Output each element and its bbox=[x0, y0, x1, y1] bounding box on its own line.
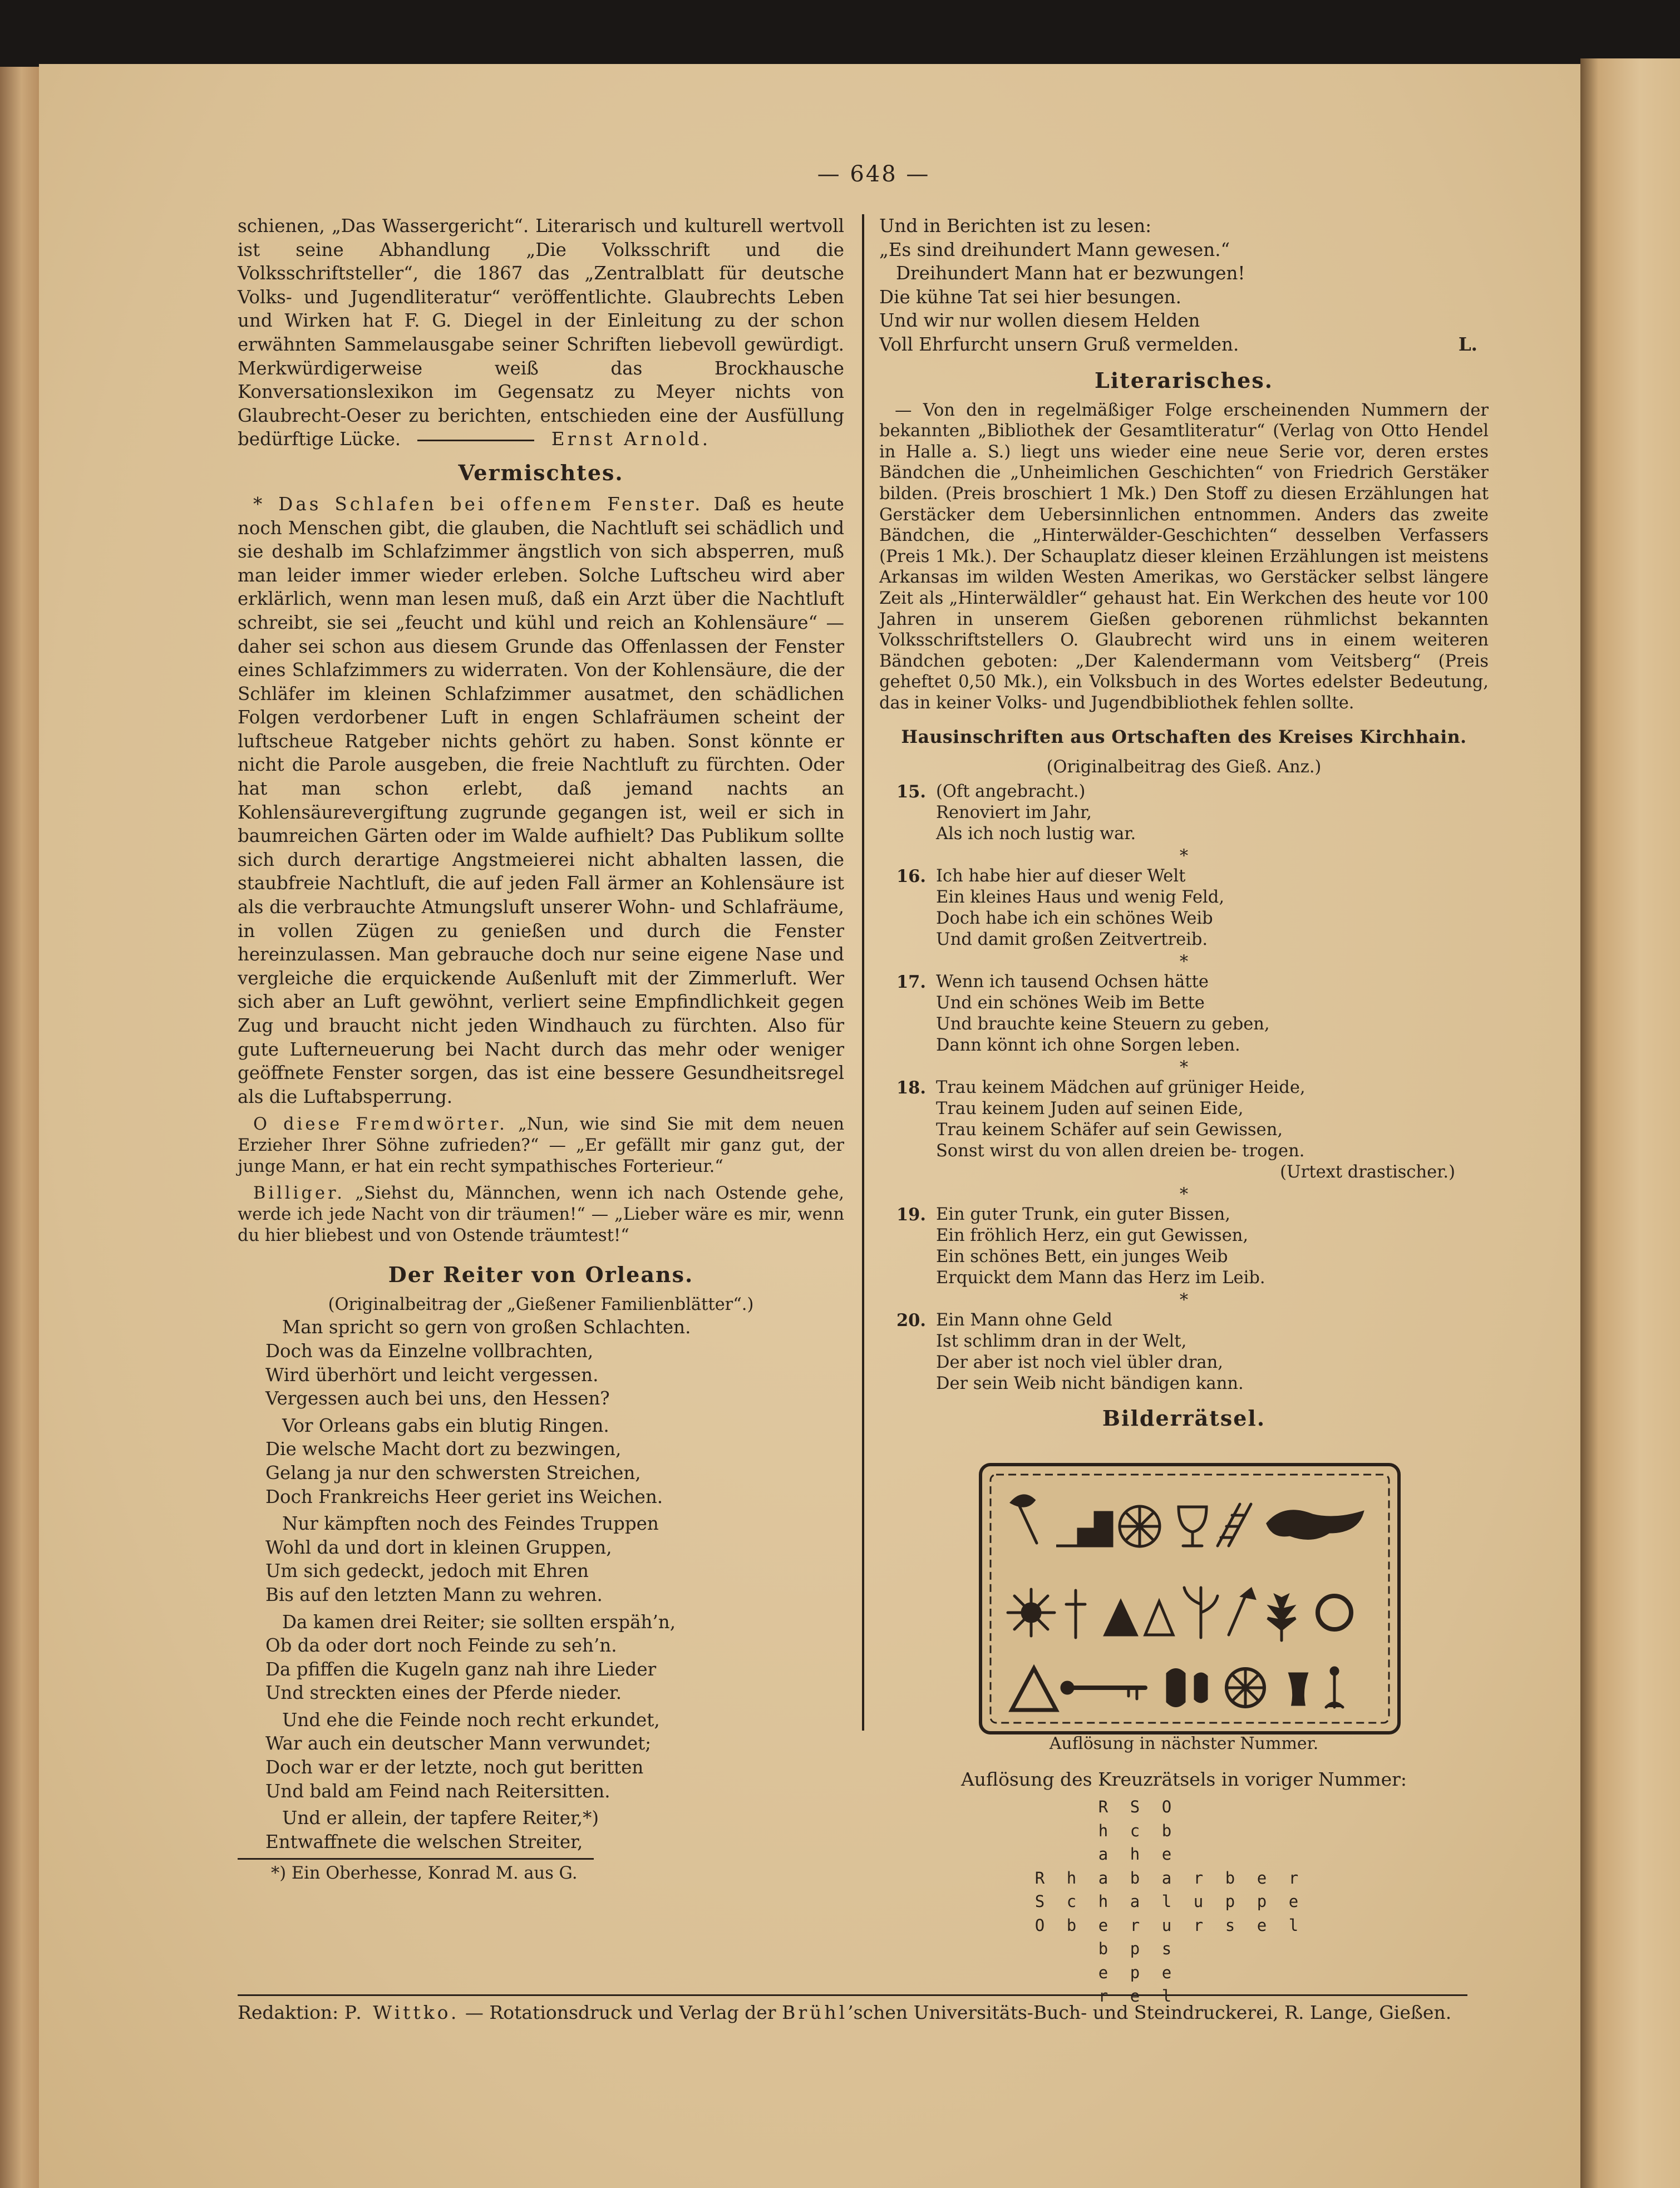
poem-line: Entwaffnete die welschen Streiter, bbox=[265, 1831, 583, 1852]
inscription-number: 17. bbox=[896, 972, 926, 993]
column-rule bbox=[862, 214, 864, 1731]
inscription-line: Erquickt dem Mann das Herz im Leib. bbox=[936, 1268, 1265, 1288]
poem-line: Vergessen auch bei uns, den Hessen? bbox=[265, 1388, 610, 1410]
reiter-heading: Der Reiter von Orleans. bbox=[388, 1262, 694, 1288]
crossword-letter: S bbox=[1034, 1892, 1045, 1911]
poem-line: Doch Frankreichs Heer geriet ins Weichen. bbox=[265, 1486, 663, 1507]
inscription-number: 15. bbox=[896, 782, 926, 802]
crossword-letter: r bbox=[1193, 1915, 1204, 1935]
crossword-letter: a bbox=[1161, 1868, 1172, 1888]
crossword-letter: l bbox=[1288, 1915, 1299, 1935]
crossword-letter: h bbox=[1130, 1845, 1140, 1864]
footnote-rule bbox=[238, 1858, 594, 1860]
wheel-icon bbox=[1120, 1506, 1160, 1546]
crossword-letter: e bbox=[1257, 1868, 1267, 1888]
inscription-line: Ein Mann ohne Geld bbox=[936, 1310, 1112, 1330]
poem-line: Die kühne Tat sei hier besungen. bbox=[879, 286, 1181, 308]
inscription-line: Ist schlimm dran in der Welt, bbox=[936, 1332, 1187, 1352]
crossword-letter: p bbox=[1130, 1963, 1140, 1982]
inscription-line: Ein guter Trunk, ein guter Bissen, bbox=[936, 1205, 1230, 1225]
inscription-item bbox=[879, 1077, 1489, 1183]
crossword-letter: O bbox=[1161, 1797, 1172, 1816]
bilderraetsel-heading: Bilderrätsel. bbox=[1102, 1406, 1266, 1431]
inscription-item bbox=[879, 1310, 1489, 1394]
crossword-letter: s bbox=[1225, 1915, 1235, 1935]
fremd-title: O diese Fremdwörter. bbox=[253, 1115, 508, 1135]
crossword-letter: e bbox=[1257, 1915, 1267, 1935]
inscription-line: Ein kleines Haus und wenig Feld, bbox=[936, 888, 1225, 908]
crossword-letter: S bbox=[1130, 1797, 1140, 1816]
sun-icon bbox=[1008, 1589, 1055, 1636]
inscription-line: Doch habe ich ein schönes Weib bbox=[936, 909, 1213, 929]
inscription-line: Dann könnt ich ohne Sorgen leben. bbox=[936, 1036, 1240, 1056]
separator-star: * bbox=[1179, 1058, 1189, 1078]
crossword-letter: r bbox=[1098, 1987, 1108, 2005]
fremd-text: „Nun, wie sind Sie mit dem neuen Erzieher Ihrer Söhne zufrieden?“ — „Er gefällt mir ganz gut, der junge Mann, er hat ein recht sympathisches Forterieur.“ bbox=[238, 1115, 844, 1177]
crossword-letter: p bbox=[1225, 1892, 1235, 1911]
schlafen-article bbox=[238, 492, 844, 1108]
inscription-item bbox=[879, 972, 1489, 1056]
imprint bbox=[238, 1994, 1467, 2023]
crossword-letter: l bbox=[1161, 1987, 1172, 2005]
crossword-letter: e bbox=[1130, 1987, 1140, 2005]
poem-line: Doch was da Einzelne vollbrachten, bbox=[265, 1340, 594, 1362]
hausinschriften-source: (Originalbeitrag des Gieß. Anz.) bbox=[1046, 757, 1322, 777]
hausinschriften-heading: Hausinschriften aus Ortschaften des Kreises Kirchhain. bbox=[901, 727, 1467, 748]
poem-stanza bbox=[265, 1610, 844, 1705]
horn-icon bbox=[1290, 1674, 1307, 1704]
inscription-item bbox=[879, 1204, 1489, 1289]
literarisches-text: — Von den in regelmäßiger Folge erscheinenden Nummern der bekannten „Bibliothek der Gesamtliteratur“ (Verlag von Otto Hendel in Halle a. S.) liegt uns wieder eine neue Serie vor, deren erstes Bändchen die „Unheimlichen Geschichten“ von Friedrich Gerstäker bilden. (Preis broschiert 1 Mk.) Den Stoff zu diesen Erzählungen hat Gerstäcker dem Uebersinnlichen entnommen. Anders das zweite Bändchen, die „Hinterwälder-Geschichten“ desselben Verfassers (Preis 1 Mk.). Der Schauplatz dieser kleinen Erzählungen ist meistens Arkansas im wilden Westen Amerikas, wo Gerstäcker selbst längere Zeit als „Hinterwäldler“ gehaust hat. Ein Werkchen des heute vor 100 Jahren in unserem Gießen geborenen rühmlichst bekannten Volksschriftstellers O. Glaubrecht wird uns in einem weiteren Bändchen geboten: „Der Kalendermann vom Veitsberg“ (Preis geheftet 0,50 Mk.), ein Volksbuch in des Wortes edelster Bedeutung, das in keiner Volks- und Jugendbibliothek fehlen sollte. bbox=[879, 400, 1489, 713]
puzzle-caption: Auflösung in nächster Nummer. bbox=[1049, 1734, 1319, 1753]
crossword-letter: R bbox=[1034, 1868, 1045, 1888]
imprint-editor: P. Wittko. bbox=[344, 2002, 460, 2023]
poem-line: Da pfiffen die Kugeln ganz nah ihre Lieder bbox=[265, 1658, 657, 1680]
poem-line: Nur kämpften noch des Feindes Truppen bbox=[282, 1513, 659, 1535]
crossword-letter: c bbox=[1066, 1892, 1077, 1911]
poem-line: „Es sind dreihundert Mann gewesen.“ bbox=[879, 239, 1230, 260]
inscription-item bbox=[879, 781, 1489, 845]
literarisches-heading: Literarisches. bbox=[1095, 367, 1273, 393]
schlafen-title: * Das Schlafen bei offenem Fenster. bbox=[253, 493, 703, 515]
imprint-bruehl: Brühl bbox=[782, 2002, 848, 2023]
poem-line: Und in Berichten ist zu lesen: bbox=[879, 215, 1152, 236]
separator-star: * bbox=[1179, 1185, 1189, 1205]
inscription-number: 19. bbox=[896, 1205, 926, 1225]
inscription-number: 18. bbox=[896, 1078, 926, 1098]
fremdwoerter-joke bbox=[238, 1114, 844, 1177]
inscription-item bbox=[879, 866, 1489, 950]
poem-line: Man spricht so gern von großen Schlachten. bbox=[282, 1317, 691, 1338]
vermischtes-heading: Vermischtes. bbox=[458, 460, 624, 485]
crossword-letter: a bbox=[1130, 1892, 1140, 1911]
reiter-poem bbox=[265, 1315, 844, 1854]
crossword-letter: p bbox=[1257, 1892, 1267, 1911]
poem-line: Und streckten eines der Pferde nieder. bbox=[265, 1682, 622, 1704]
poem-line: Und er allein, der tapfere Reiter,*) bbox=[282, 1807, 599, 1829]
billiger-title: Billiger. bbox=[253, 1184, 345, 1204]
separator-star: * bbox=[1179, 1290, 1189, 1310]
poem-line: Wohl da und dort in kleinen Gruppen, bbox=[265, 1536, 612, 1558]
inscription-line: Trau keinem Schäfer auf sein Gewissen, bbox=[936, 1120, 1283, 1140]
left-page-edge bbox=[0, 67, 39, 2188]
poem-line: Voll Ehrfurcht unsern Gruß vermelden. bbox=[879, 333, 1239, 355]
inscription-number: 20. bbox=[896, 1310, 926, 1331]
inscription-line: Trau keinem Juden auf seinen Eide, bbox=[936, 1099, 1244, 1119]
crossword-letter: e bbox=[1098, 1915, 1108, 1935]
left-column bbox=[238, 214, 844, 1884]
literarisches-article bbox=[879, 400, 1489, 714]
crossword-letter: r bbox=[1193, 1868, 1204, 1888]
crossword-letter: u bbox=[1193, 1892, 1204, 1911]
imprint-mid: — Rotationsdruck und Verlag der bbox=[465, 2002, 776, 2023]
crossword-letter: R bbox=[1098, 1797, 1108, 1816]
imprint-label: Redaktion: bbox=[238, 2002, 339, 2023]
crossword-letter: c bbox=[1130, 1821, 1140, 1840]
inscription-line: Der aber ist noch viel übler dran, bbox=[936, 1353, 1223, 1373]
poem-line: Dreihundert Mann hat er bezwungen! bbox=[896, 263, 1245, 284]
poem-line: Und wir nur wollen diesem Helden bbox=[879, 310, 1200, 332]
crossword-letter: h bbox=[1098, 1821, 1108, 1840]
inscription-line: Und damit großen Zeitvertreib. bbox=[936, 930, 1208, 950]
billiger-text: „Siehst du, Männchen, wenn ich nach Ostende gehe, werde ich jede Nacht von dir träumen!“ — „Lieber wäre es mir, wenn du hier bliebest und von Ostende träumtest!“ bbox=[238, 1184, 844, 1246]
short-rule bbox=[417, 440, 534, 441]
poem-last-line-row bbox=[879, 333, 1489, 357]
inscription-line: (Oft angebracht.) bbox=[936, 782, 1086, 802]
wheel-small-icon bbox=[1226, 1669, 1264, 1707]
poem-line: War auch ein deutscher Mann verwundet; bbox=[265, 1733, 652, 1755]
crossword-letter: a bbox=[1098, 1868, 1108, 1888]
page-number: — 648 — bbox=[817, 161, 930, 187]
poem-line: Und bald am Feind nach Reitersitten. bbox=[265, 1780, 610, 1802]
crossword-solution-title: Auflösung des Kreuzrätsels in voriger Nummer: bbox=[960, 1768, 1407, 1790]
crossword-letter: r bbox=[1130, 1915, 1140, 1935]
crossword-letter: b bbox=[1066, 1915, 1077, 1935]
inscription-line: Wenn ich tausend Ochsen hätte bbox=[936, 972, 1209, 992]
poem-line: Und ehe die Feinde noch recht erkundet, bbox=[282, 1709, 660, 1731]
poem-line: Da kamen drei Reiter; sie sollten erspäh’n, bbox=[282, 1611, 676, 1633]
crossword-letter: u bbox=[1161, 1915, 1172, 1935]
poem-line: Gelang ja nur den schwersten Streichen, bbox=[265, 1462, 641, 1484]
separator-star: * bbox=[1179, 846, 1189, 866]
crossword-letter: e bbox=[1288, 1892, 1299, 1911]
poem-line: Doch war er der letzte, noch gut beritten bbox=[265, 1757, 644, 1778]
poem-line: Die welsche Macht dort zu bezwingen, bbox=[265, 1438, 622, 1460]
inscription-line: Ein schönes Bett, ein junges Weib bbox=[936, 1247, 1228, 1267]
inscription-line: Als ich noch lustig war. bbox=[936, 824, 1136, 844]
crossword-letter: s bbox=[1161, 1939, 1172, 1958]
crossword-letter: b bbox=[1098, 1939, 1108, 1958]
inscription-line: Der sein Weib nicht bändigen kann. bbox=[936, 1374, 1244, 1394]
poem-line: Bis auf den letzten Mann zu wehren. bbox=[265, 1584, 603, 1605]
right-column bbox=[879, 214, 1489, 1438]
poem-stanza bbox=[265, 1708, 844, 1803]
crossword-letter: l bbox=[1161, 1892, 1172, 1911]
poem-line: Wird überhört und leicht vergessen. bbox=[265, 1364, 599, 1386]
poem-stanza bbox=[265, 1512, 844, 1606]
separator-star: * bbox=[1179, 952, 1189, 972]
schlafen-text: Daß es heute noch Menschen gibt, die glauben, die Nachtluft sei schädlich und sie deshalb im Schlafzimmer ängstlich von sich absperren, muß man leider immer wieder erleben. Solche Luftscheu wird aber erklärlich, wenn man lesen muß, daß ein Arzt über die Nachtluft schreibt, sie sei „feucht und kühl und reich an Kohlensäure“ — daher sei schon aus diesem Grunde das Offenlassen der Fenster eines Schlafzimmers zu widerraten. Von der Kohlensäure, die der Schläfer im kleinen Schlafzimmer ausatmet, den schädlichen Folgen verdorbener Luft in engen Schlafräumen scheint der luftscheue Ratgeber nichts gehört zu haben. Sonst könnte er nicht die Parole ausgeben, die freie Nachtluft zu fürchten. Oder hat man schon erlebt, daß jemand nachts an Kohlensäurevergiftung zugrunde gegangen ist, weil er sich in baumreichen Gärten oder im Walde aufhielt? Das Publikum sollte sich durch derartige Angstmeierei nicht abhalten lassen, die staubfreie Nachtluft, die auf jeden Fall ärmer an Kohlensäure ist als die verbrauchte Atmungsluft unserer Wohn- und Schlafräume, in vollen Zügen zu genießen und durch die Fenster hereinzulassen. Man gebrauche doch nur seine eigene Nase und vergleiche die erquickende Außenluft mit der Zimmerluft. Wer sich aber an Luft gewöhnt, verliert seine Empfindlichkeit gegen Zug und braucht nicht jeden Windhauch zu fürchten. Also für gute Lufterneuerung bei Nacht durch das mehr oder weniger geöffnete Fenster sorgen, das ist eine bessere Gesundheitsregel als die Luftabsperrung. bbox=[238, 493, 844, 1107]
inscription-line: Und ein schönes Weib im Bette bbox=[936, 993, 1205, 1013]
crossword-letter: e bbox=[1161, 1845, 1172, 1864]
reiter-poem-continued bbox=[879, 214, 1489, 357]
crossword-letter: h bbox=[1066, 1868, 1077, 1888]
inscriptions-list bbox=[879, 781, 1489, 1394]
crossword-letter: a bbox=[1098, 1845, 1108, 1864]
poem-stanza bbox=[265, 1414, 844, 1509]
crossword-letter: O bbox=[1034, 1915, 1045, 1935]
inscription-note: (Urtext drastischer.) bbox=[1280, 1162, 1455, 1182]
inscription-line: Ich habe hier auf dieser Welt bbox=[936, 866, 1186, 886]
crossword-letter: h bbox=[1098, 1892, 1108, 1911]
poem-line: Um sich gedeckt, jedoch mit Ehren bbox=[265, 1560, 589, 1582]
crossword-letter: b bbox=[1130, 1868, 1140, 1888]
inscription-line: Und brauchte keine Steuern zu geben, bbox=[936, 1014, 1270, 1034]
inscription-line: Trau keinem Mädchen auf grüniger Heide, bbox=[936, 1078, 1305, 1098]
crossword-letter: b bbox=[1161, 1821, 1172, 1840]
inscription-line: Sonst wirst du von allen dreien be- trogen. bbox=[936, 1141, 1305, 1161]
crossword-letter: e bbox=[1098, 1963, 1108, 1982]
inscription-line: Renoviert im Jahr, bbox=[936, 803, 1092, 823]
poem-line: Vor Orleans gabs ein blutig Ringen. bbox=[282, 1415, 609, 1436]
crossword-letter: p bbox=[1130, 1939, 1140, 1958]
inscription-line: Ein fröhlich Herz, ein gut Gewissen, bbox=[936, 1226, 1249, 1246]
intro-paragraph: schienen, „Das Wassergericht“. Literarisch und kulturell wertvoll ist seine Abhandlung „Die Volksschrift und die Volksschriftsteller“, die 1867 das „Zentralblatt für deutsche Volks- und Jugendliteratur“ veröffentlichte. Glaubrechts Leben und Wirken hat F. G. Diegel in der Einleitung zu der schon erwähnten Sammelausgabe seiner Schriften liebevoll gewürdigt. Merkwürdigerweise weiß das Brockhausche Konversationslexikon im Gegensatz zu Meyer nichts von Glaubrecht-Oeser zu berichten, entschieden eine der Ausfüllung bedürftige Lücke. bbox=[238, 215, 844, 450]
poem-stanza bbox=[265, 1315, 844, 1410]
crossword-letter: e bbox=[1161, 1963, 1172, 1982]
footnote: *) Ein Oberhesse, Konrad M. aus G. bbox=[271, 1864, 578, 1884]
picture-puzzle bbox=[978, 1462, 1401, 1735]
reiter-source: (Originalbeitrag der „Gießener Familienblätter“.) bbox=[328, 1295, 754, 1315]
right-page-edge bbox=[1580, 58, 1680, 2188]
imprint-rest: ’schen Universitäts-Buch- und Steindruckerei, R. Lange, Gießen. bbox=[848, 2002, 1452, 2023]
inscription-number: 16. bbox=[896, 866, 926, 887]
billiger-joke bbox=[238, 1183, 844, 1246]
crossword-letter: b bbox=[1225, 1868, 1235, 1888]
poem-signature: L. bbox=[1458, 333, 1477, 355]
poem-line: Ob da oder dort noch Feinde zu seh’n. bbox=[265, 1635, 617, 1657]
poem-stanza bbox=[265, 1806, 844, 1854]
intro-author: Ernst Arnold. bbox=[551, 428, 711, 450]
crossword-letter: r bbox=[1288, 1868, 1299, 1888]
intro-article bbox=[238, 214, 844, 451]
